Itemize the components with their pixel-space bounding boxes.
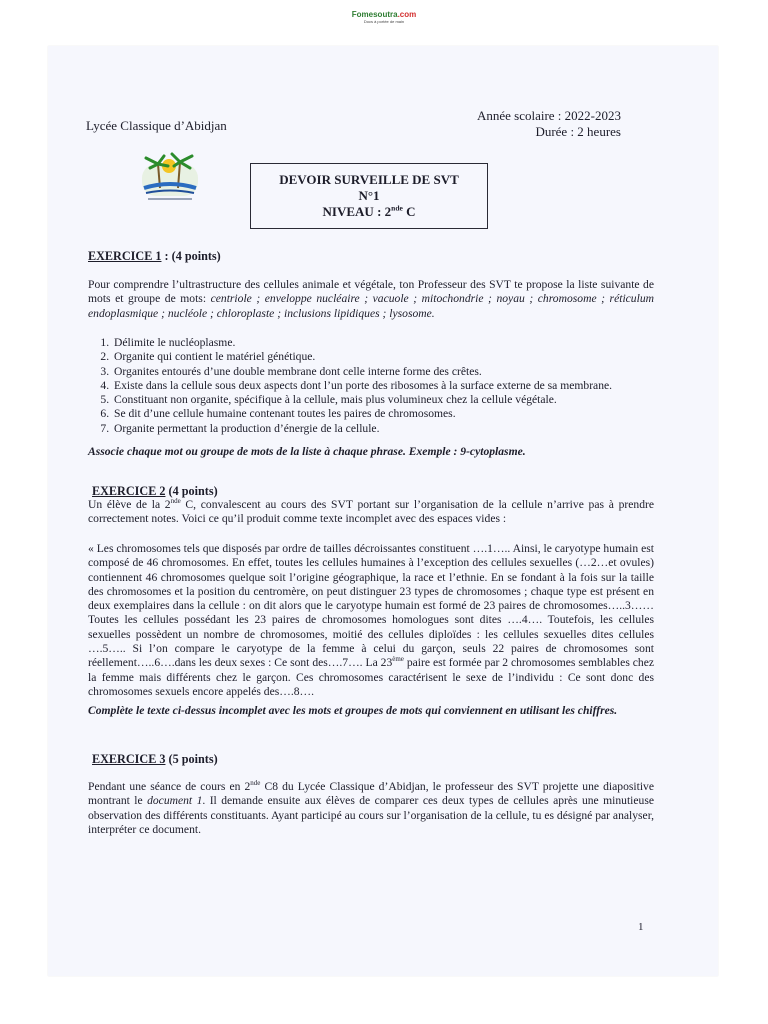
exercise1-word-list: centriole ; enveloppe nucléaire ; vacuole ; mitochondrie ; noyau ; chromosome ; réticulum endoplasmique ; nucléole ; chloroplaste ; inclusions lipidiques ; lysosome. <box>88 292 654 320</box>
brand-domain: .com <box>397 10 417 19</box>
exercise3-text: Pendant une séance de cours en 2nde C8 du Lycée Classique d’Abidjan, le professeur des SVT projette une diapositive montrant le document 1. Il demande ensuite aux élèves de comparer ces deux types de cellules après une minutieuse observation des différents constituants. Ayant participé au cours sur l’organisation de la cellule, tu es désigné par analyser, interpréter ce document. <box>88 779 654 836</box>
exercise2-intro: Un élève de la 2nde C, convalescent au cours des SVT portant sur l’organisation de la cellule n’arrive pas à prendre correctement notes. Voici ce qu’il produit comme texte incomplet avec des espaces vides : <box>88 497 654 526</box>
list-item: 6. Se dit d’une cellule humaine contenant toutes les paires de chromosomes. <box>112 407 628 421</box>
page-number: 1 <box>638 921 644 933</box>
exercise2-instruction: Complète le texte ci-dessus incomplet avec les mots et groupes de mots qui conviennent en utilisant les chiffres. <box>88 704 618 717</box>
list-item: 1. Délimite le nucléoplasme. <box>112 336 628 350</box>
watermark-tagline: Docs à portée de main <box>363 19 405 24</box>
exercise2-incomplete-text: « Les chromosomes tels que disposés par ordre de tailles décroissantes constituent ….1….. Ainsi, le caryotype humain est composé de 46 chromosomes. En effet, toutes les cellules humaines à l’exception des cellules sexuelles (…2…et ovules) contiennent 46 chromosomes quelque soit l’origine géographique, la race et l’ethnie. En se fondant à la fois sur la taille des chromosomes et la position du centromère, on peut distinguer 23 types de chromosomes ; chaque type est présent en deux exemplaires dans la cellule : on dit alors que le caryotype humain est formé de 23 paires de chromosomes…..3…… Toutes les cellules possédant les 23 paires de chromosomes homologues sont dites ….4…. Toutefois, les cellules sexuelles possèdent un nombre de chromosomes, moitié des cellules diploïdes : les cellules sexuelles dites cellules ….5….. Si l’on compare le caryotype de la femme à celui du garçon, seuls 22 paires de chromosomes sont réellement…..6….dans les deux sexes : Ce sont des….7…. La 23ème paire est formée par 2 chromosomes semblables chez la femme mais différents chez le garçon. Ces chromosomes caractérisent le sexe de l’individu : Ce sont donc des chromosomes sexuels encore appelés des….8…. <box>88 542 654 698</box>
exercise1-question-list <box>88 336 628 436</box>
list-item: 3. Organites entourés d’une double membrane dont celle interne forme des crêtes. <box>112 365 628 379</box>
school-year: Année scolaire : 2022-2023 <box>476 108 621 123</box>
exam-meta <box>477 108 621 140</box>
exercise1-heading: EXERCICE 1 : (4 points) <box>88 249 221 263</box>
list-item: 2. Organite qui contient le matériel génétique. <box>112 350 628 364</box>
exercise1-instruction: Associe chaque mot ou groupe de mots de la liste à chaque phrase. Exemple : 9-cytoplasme. <box>88 445 526 458</box>
school-logo <box>134 144 206 204</box>
exercise1-intro: Pour comprendre l’ultrastructure des cellules animale et végétale, ton Professeur des SVT te propose la liste suivante de mots et groupe de mots: centriole ; enveloppe nucléaire ; vacuole ; mitochondrie ; noyau ; chromosome ; réticulum endoplasmique ; nucléole ; chloroplaste ; inclusions lipidiques ; lysosome. <box>88 278 654 320</box>
duration: Durée : 2 heures <box>535 124 621 139</box>
list-item: 4. Existe dans la cellule sous deux aspects dont l’un porte des ribosomes à la surface externe de sa membrane. <box>112 379 628 393</box>
exercise2-heading: EXERCICE 2 (4 points) <box>92 484 218 498</box>
watermark-header <box>0 10 768 24</box>
exam-number: N°1 <box>358 188 380 203</box>
list-item: 5. Constituant non organite, spécifique à la cellule, mais plus volumineux chez la cellule végétale. <box>112 393 628 407</box>
list-item: 7. Organite permettant la production d’énergie de la cellule. <box>112 422 628 436</box>
document-reference: document 1 <box>147 794 203 808</box>
exercise3-heading: EXERCICE 3 (5 points) <box>92 752 218 766</box>
watermark-brand <box>0 10 768 19</box>
exam-page <box>48 46 718 976</box>
brand-name: Fomesoutra <box>351 10 398 19</box>
exam-title-box <box>250 163 488 229</box>
school-name: Lycée Classique d’Abidjan <box>86 118 227 133</box>
exam-title: DEVOIR SURVEILLE DE SVT <box>279 172 459 187</box>
exam-level: NIVEAU : 2nde C <box>322 203 416 219</box>
